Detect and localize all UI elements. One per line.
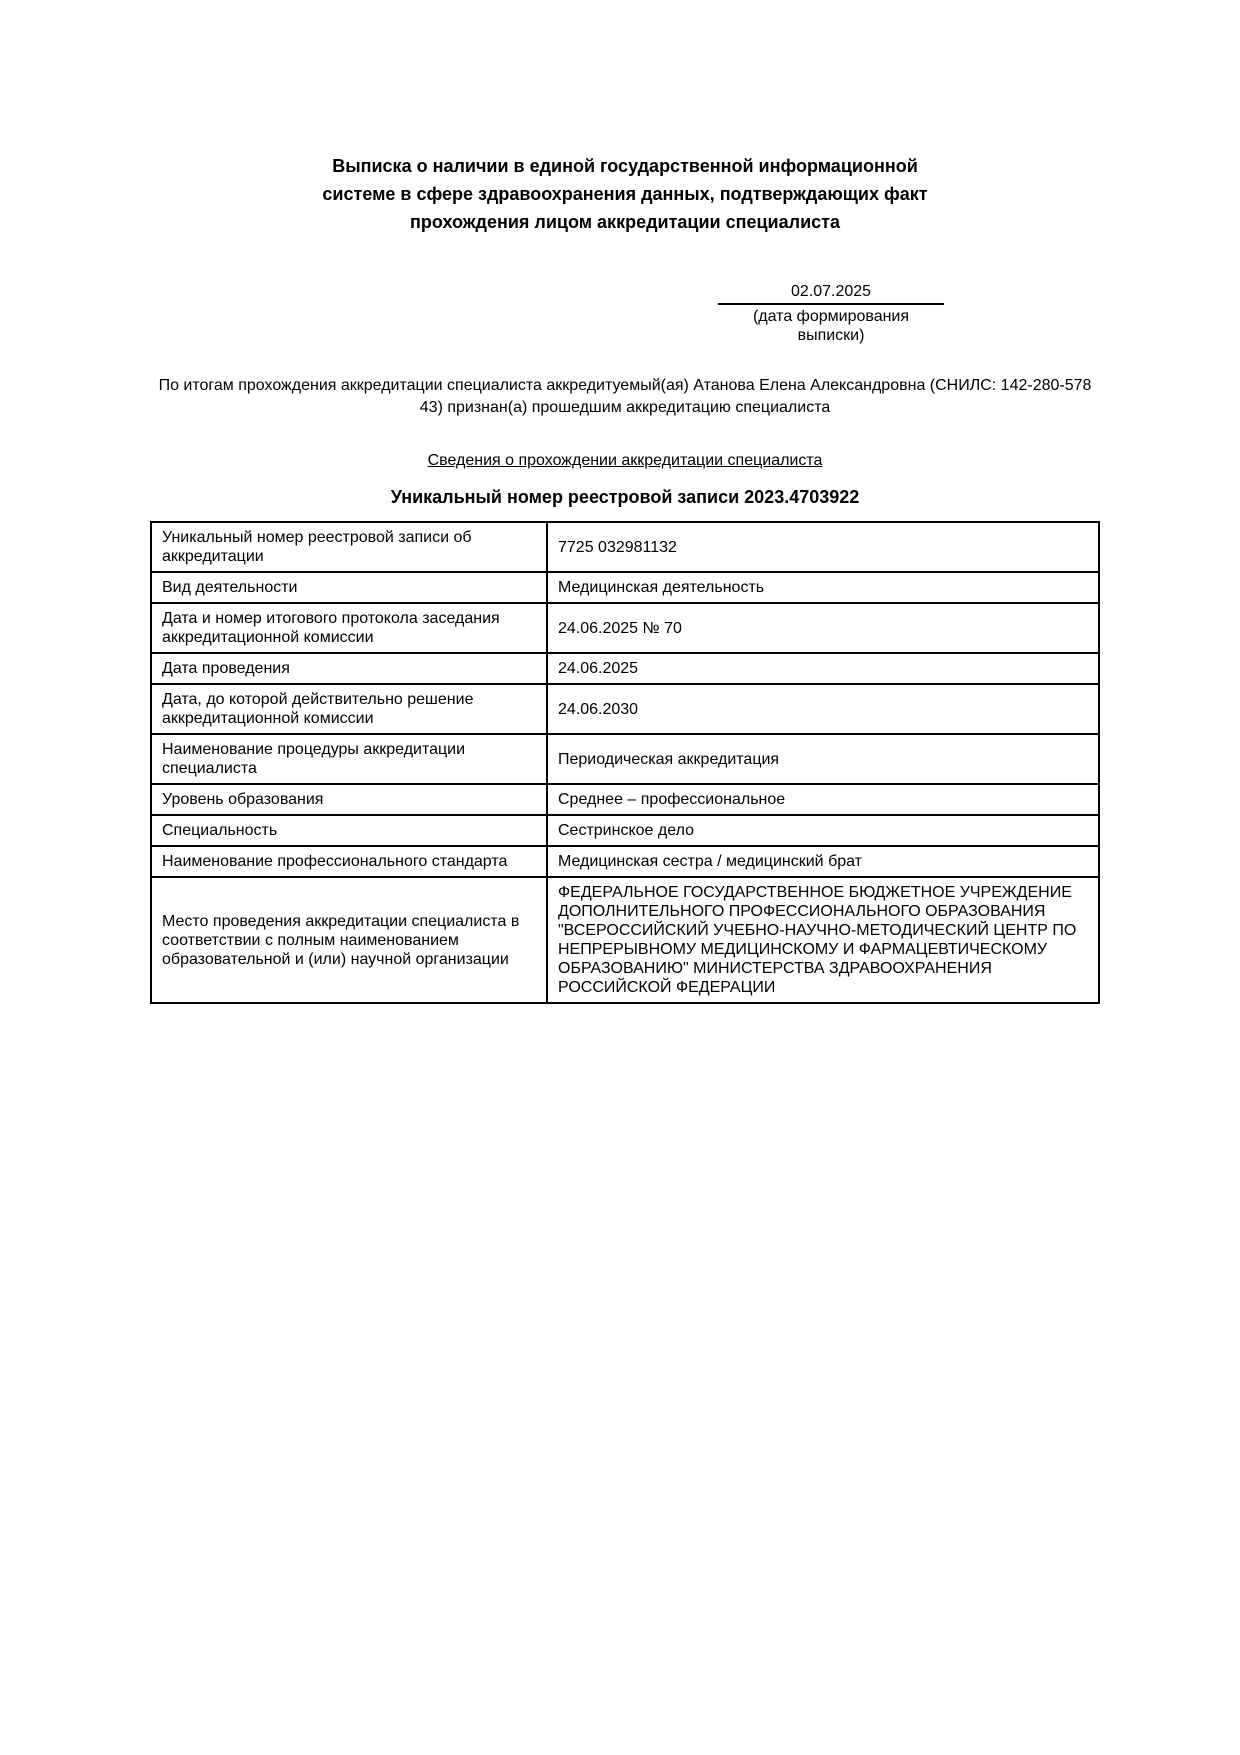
document-title-line-3: прохождения лицом аккредитации специалиста <box>410 212 840 232</box>
row-label: Наименование процедуры аккредитации специалиста <box>151 734 547 784</box>
table-row <box>151 877 1099 1003</box>
table-row <box>151 784 1099 815</box>
table-row <box>151 603 1099 653</box>
table-row <box>151 653 1099 684</box>
intro-paragraph: По итогам прохождения аккредитации специалиста аккредитуемый(ая) Атанова Елена Александровна (СНИЛС: 142-280-578 43) признан(а) прошедшим аккредитацию специалиста <box>158 377 1092 416</box>
row-label: Вид деятельности <box>151 572 547 603</box>
issue-date-caption: (дата формирования выписки) <box>752 308 910 344</box>
table-row <box>151 684 1099 734</box>
table-row <box>151 734 1099 784</box>
row-value: Периодическая аккредитация <box>547 734 1099 784</box>
row-label: Специальность <box>151 815 547 846</box>
table-row <box>151 815 1099 846</box>
row-value: Сестринское дело <box>547 815 1099 846</box>
row-value: 24.06.2025 № 70 <box>547 603 1099 653</box>
row-value: 7725 032981132 <box>547 522 1099 572</box>
row-value: 24.06.2030 <box>547 684 1099 734</box>
row-label: Дата и номер итогового протокола заседания аккредитационной комиссии <box>151 603 547 653</box>
document-title <box>150 152 1100 236</box>
issue-date: 02.07.2025 <box>718 282 944 305</box>
row-label: Дата проведения <box>151 653 547 684</box>
document-page <box>150 0 1100 1004</box>
issue-date-block <box>718 282 944 345</box>
accreditation-table <box>150 521 1100 1004</box>
document-title-line-1: Выписка о наличии в единой государственной информационной <box>332 156 918 176</box>
row-label: Место проведения аккредитации специалиста в соответствии с полным наименованием образовательной и (или) научной организации <box>151 877 547 1003</box>
row-value: Среднее – профессиональное <box>547 784 1099 815</box>
accreditation-table-body <box>151 522 1099 1003</box>
registry-number-heading: Уникальный номер реестровой записи 2023.4703922 <box>390 487 860 507</box>
row-label: Уникальный номер реестровой записи об аккредитации <box>151 522 547 572</box>
table-row <box>151 522 1099 572</box>
row-value: 24.06.2025 <box>547 653 1099 684</box>
row-value: Медицинская деятельность <box>547 572 1099 603</box>
row-label: Наименование профессионального стандарта <box>151 846 547 877</box>
document-title-line-2: системе в сфере здравоохранения данных, подтверждающих факт <box>322 184 928 204</box>
row-value: Медицинская сестра / медицинский брат <box>547 846 1099 877</box>
table-row <box>151 846 1099 877</box>
section-heading: Сведения о прохождении аккредитации специалиста <box>427 452 823 469</box>
table-row <box>151 572 1099 603</box>
row-label: Дата, до которой действительно решение аккредитационной комиссии <box>151 684 547 734</box>
row-label: Уровень образования <box>151 784 547 815</box>
row-value: ФЕДЕРАЛЬНОЕ ГОСУДАРСТВЕННОЕ БЮДЖЕТНОЕ УЧРЕЖДЕНИЕ ДОПОЛНИТЕЛЬНОГО ПРОФЕССИОНАЛЬНОГО ОБРАЗОВАНИЯ "ВСЕРОССИЙСКИЙ УЧЕБНО-НАУЧНО-МЕТОДИЧЕСКИЙ ЦЕНТР ПО НЕПРЕРЫВНОМУ МЕДИЦИНСКОМУ И ФАРМАЦЕВТИЧЕСКОМУ ОБРАЗОВАНИЮ" МИНИСТЕРСТВА ЗДРАВООХРАНЕНИЯ РОССИЙСКОЙ ФЕДЕРАЦИИ <box>547 877 1099 1003</box>
